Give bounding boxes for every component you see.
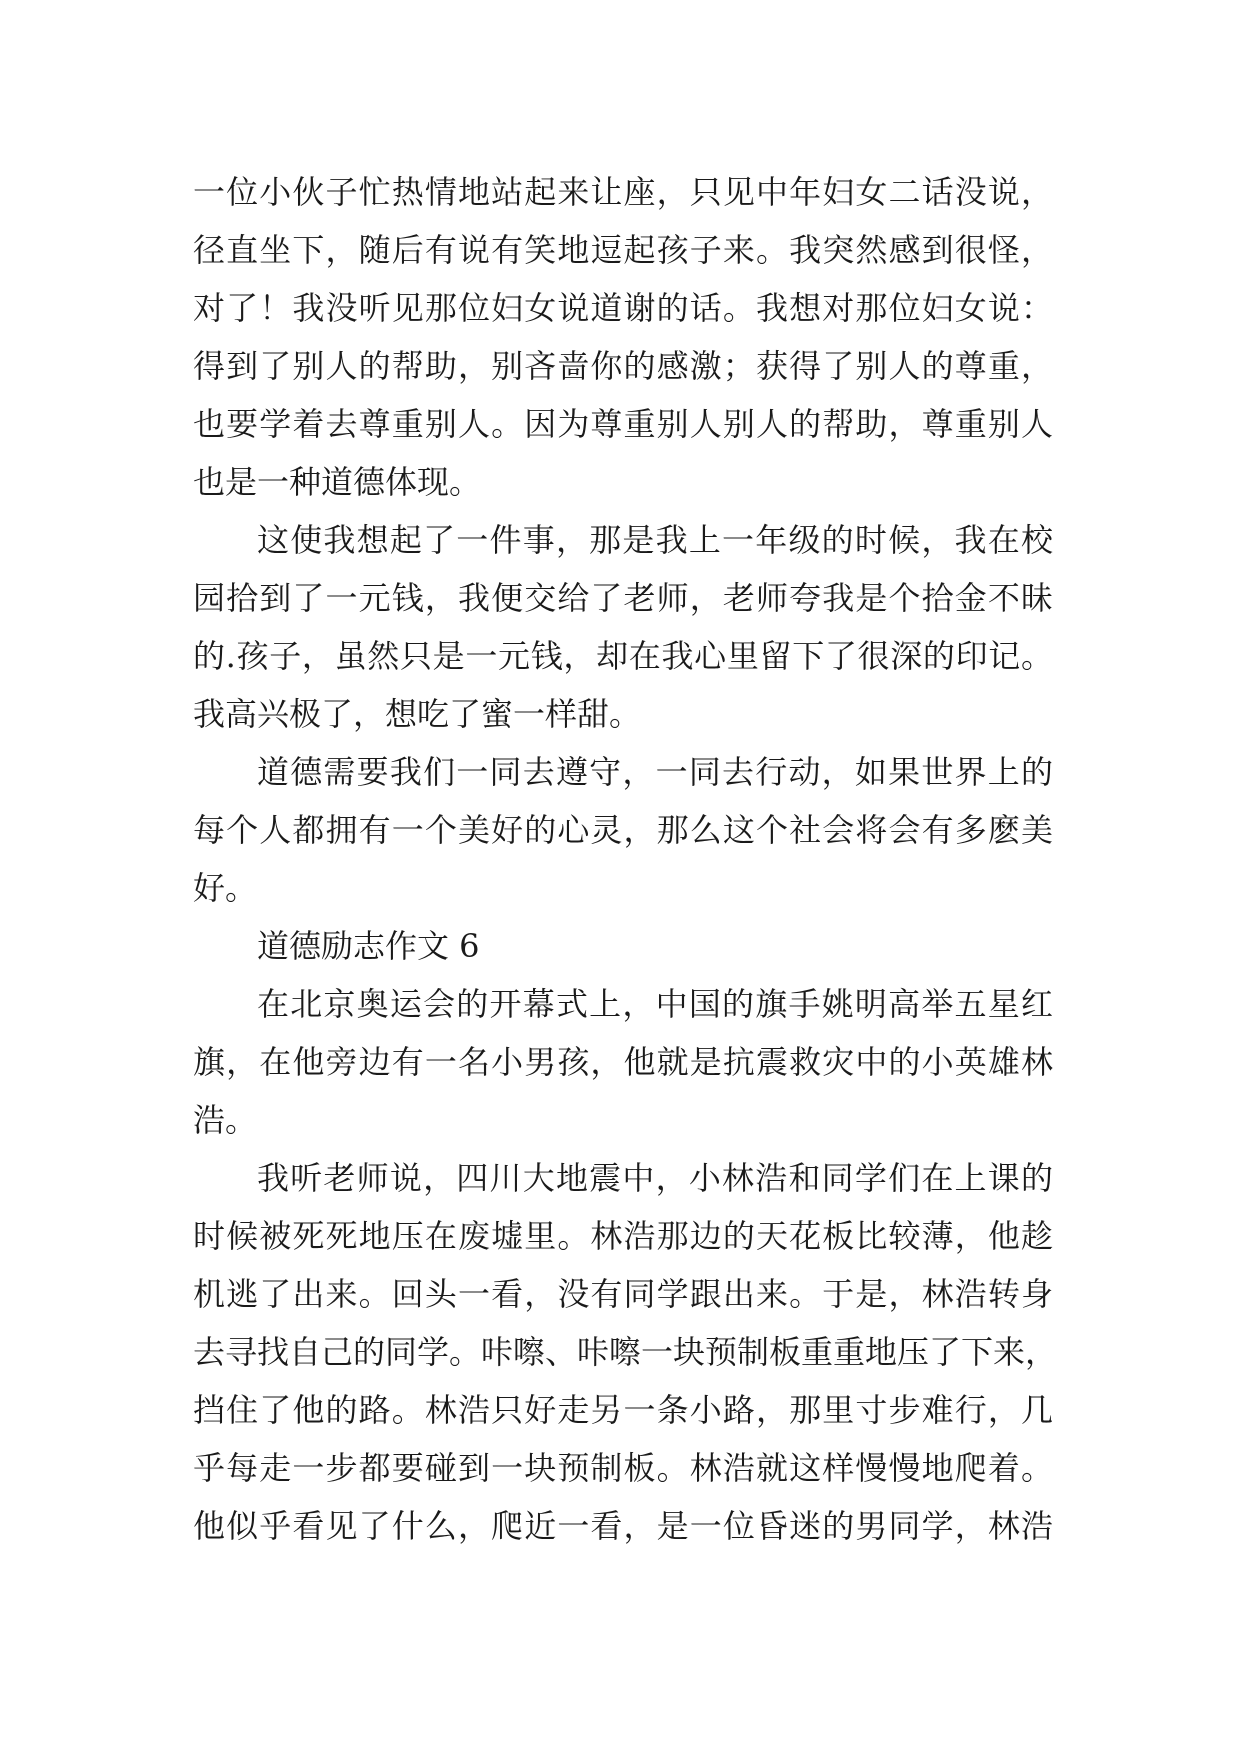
text-line: 也是一种道德体现。: [193, 463, 482, 501]
text-line: 一位小伙子忙热情地站起来让座，只见中年妇女二话没说，: [193, 173, 1053, 211]
text-line: 道德需要我们一同去遵守，一同去行动，如果世界上的: [257, 753, 1053, 791]
text-line: 这使我想起了一件事，那是我上一年级的时候，我在校: [257, 521, 1053, 559]
text-line: 也要学着去尊重别人。因为尊重别人别人的帮助，尊重别人: [193, 405, 1053, 443]
text-line: 去寻找自己的同学。咔嚓、咔嚓一块预制板重重地压了下来，: [193, 1333, 1058, 1371]
text-line: 旗，在他旁边有一名小男孩，他就是抗震救灾中的小英雄林: [193, 1043, 1053, 1081]
text-line: 每个人都拥有一个美好的心灵，那么这个社会将会有多麽美: [193, 811, 1053, 849]
text-line: 园拾到了一元钱，我便交给了老师，老师夸我是个拾金不昧: [193, 579, 1053, 617]
text-line: 得到了别人的帮助，别吝啬你的感激；获得了别人的尊重，: [193, 347, 1053, 385]
document-body: [193, 163, 1058, 1555]
text-line: 浩。: [193, 1101, 258, 1139]
text-line: 道德励志作文 6: [257, 927, 480, 965]
text-line: 在北京奥运会的开幕式上，中国的旗手姚明高举五星红: [257, 985, 1053, 1023]
text-line: 的.孩子，虽然只是一元钱，却在我心里留下了很深的印记。: [193, 637, 1053, 675]
text-line: 对了！我没听见那位妇女说道谢的话。我想对那位妇女说：: [193, 289, 1053, 327]
text-line: 径直坐下，随后有说有笑地逗起孩子来。我突然感到很怪，: [193, 231, 1053, 269]
text-line: 好。: [193, 869, 258, 907]
text-line: 他似乎看见了什么，爬近一看，是一位昏迷的男同学，林浩: [193, 1507, 1053, 1545]
text-line: 挡住了他的路。林浩只好走另一条小路，那里寸步难行，几: [193, 1391, 1053, 1429]
text-line: 我听老师说，四川大地震中，小林浩和同学们在上课的: [257, 1159, 1053, 1197]
text-line: 时候被死死地压在废墟里。林浩那边的天花板比较薄，他趁: [193, 1217, 1053, 1255]
text-line: 乎每走一步都要碰到一块预制板。林浩就这样慢慢地爬着。: [193, 1449, 1053, 1487]
text-line: 我高兴极了，想吃了蜜一样甜。: [193, 695, 642, 733]
text-line: 机逃了出来。回头一看，没有同学跟出来。于是，林浩转身: [193, 1275, 1053, 1313]
